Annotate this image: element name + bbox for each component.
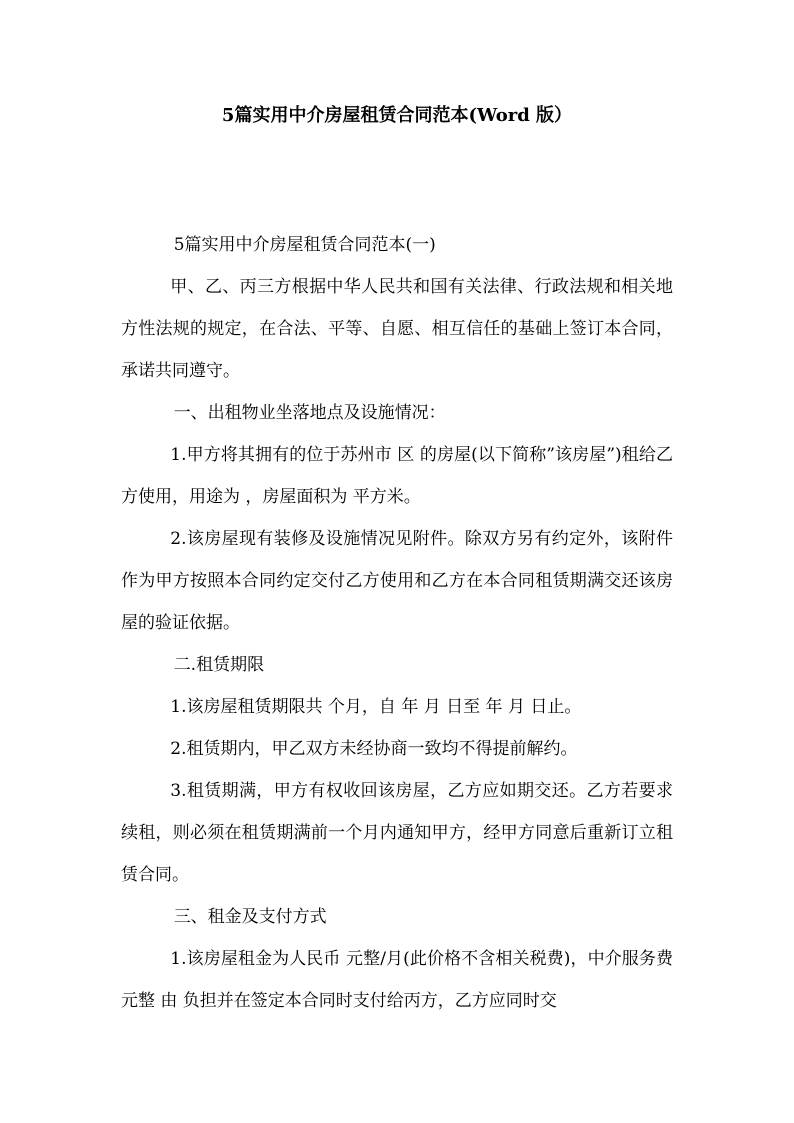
clause-paragraph: 1.该房屋租金为人民币 元整/月(此价格不含相关税费)，中介服务费 元整 由 负担并在签定本合同时支付给丙方，乙方应同时交: [121, 949, 673, 1011]
contract-subtitle: 5篇实用中介房屋租赁合同范本(一): [173, 235, 436, 255]
clause-paragraph: 2.该房屋现有装修及设施情况见附件。除双方另有约定外，该附件作为甲方按照本合同约定交付乙方使用和乙方在本合同租赁期满交还该房屋的验证依据。: [121, 529, 673, 633]
clause-paragraph: 3.租赁期满，甲方有权收回该房屋，乙方应如期交还。乙方若要求续租，则必须在租赁期满前一个月内通知甲方，经甲方同意后重新订立租赁合同。: [121, 781, 673, 885]
section-heading-rent: 三、租金及支付方式: [173, 907, 327, 927]
document-title: 5篇实用中介房屋租赁合同范本(Word 版）: [221, 105, 573, 126]
section-heading-term: 二.租赁期限: [173, 655, 265, 675]
intro-paragraph: 甲、乙、丙三方根据中华人民共和国有关法律、行政法规和相关地方性法规的规定，在合法、平等、自愿、相互信任的基础上签订本合同，承诺共同遵守。: [121, 277, 673, 381]
document-body: [121, 224, 673, 1022]
clause-paragraph: 1.该房屋租赁期限共 个月，自 年 月 日至 年 月 日止。: [170, 697, 582, 717]
clause-paragraph: 1.甲方将其拥有的位于苏州市 区 的房屋(以下简称”该房屋”)租给乙方使用，用途为 ，房屋面积为 平方米。: [121, 445, 673, 507]
section-heading-location: 一、出租物业坐落地点及设施情况：: [173, 403, 446, 423]
clause-paragraph: 2.租赁期内，甲乙双方未经协商一致均不得提前解约。: [170, 739, 578, 759]
